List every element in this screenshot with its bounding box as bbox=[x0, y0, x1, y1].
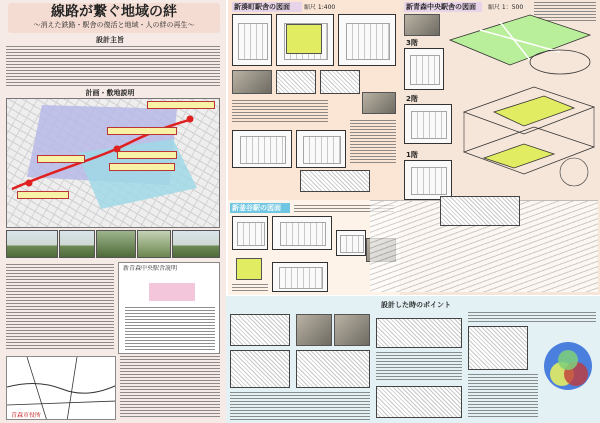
site-photo-4 bbox=[137, 230, 171, 258]
floor-3-label: 3階 bbox=[406, 39, 418, 47]
site-photo-1 bbox=[6, 230, 58, 258]
page-subtitle: ～消えた鉄路・駅舎の復活と地域・人の絆の再生～ bbox=[33, 21, 195, 29]
aomori-roof-perspective bbox=[440, 10, 598, 80]
shin-kamaya-plan-2 bbox=[272, 216, 332, 250]
shinminato-section-1 bbox=[232, 130, 292, 168]
aomori-floor-2-plan bbox=[404, 104, 452, 144]
point-illustration-4 bbox=[376, 386, 462, 418]
section-heading-shin-aomori: 新青森中央駅舎の図面 bbox=[404, 2, 482, 12]
aomori-scale-label: 縮尺 1：500 bbox=[488, 4, 524, 11]
station-marker bbox=[26, 180, 33, 187]
intro-text-block bbox=[6, 46, 220, 88]
point-illustration-5 bbox=[468, 326, 528, 370]
section-heading-shin-kamaya: 新釜谷駅の図面 bbox=[230, 203, 290, 213]
site-description-text bbox=[6, 264, 114, 350]
shinminato-elevation-1 bbox=[276, 70, 316, 94]
shin-kamaya-section bbox=[272, 262, 328, 292]
section-heading-shinminato: 新湊町駅舎の図面 bbox=[232, 2, 302, 12]
point-text-2 bbox=[376, 352, 462, 382]
train-illustration bbox=[376, 318, 462, 348]
shin-kamaya-notes bbox=[232, 284, 268, 292]
aomori-floor-1-plan bbox=[404, 160, 452, 200]
point-photo-2 bbox=[334, 314, 370, 346]
shinminato-elevation-2 bbox=[320, 70, 360, 94]
section-heading-site: 計画・敷地説明 bbox=[85, 89, 135, 97]
point-illustration-1 bbox=[230, 314, 290, 346]
shinminato-floor-plan-1 bbox=[232, 14, 272, 66]
point-text-1 bbox=[230, 392, 370, 420]
timeline-caption: 新青森中央駅舎説明 bbox=[123, 265, 178, 272]
site-photo-5 bbox=[172, 230, 220, 258]
shinminato-notes-text bbox=[232, 100, 328, 124]
station-marker bbox=[187, 116, 194, 123]
shinminato-yellow-plan bbox=[286, 24, 322, 54]
title-banner bbox=[8, 3, 220, 33]
venn-diagram bbox=[540, 326, 596, 406]
shinminato-perspective bbox=[300, 170, 370, 192]
shinminato-scale-label: 縮尺 1:400 bbox=[304, 4, 336, 11]
point-photo-1 bbox=[296, 314, 332, 346]
aomori-photo-1 bbox=[404, 14, 440, 36]
shinminato-section-2 bbox=[296, 130, 346, 168]
left-footer-text bbox=[120, 356, 220, 418]
section-heading-points: 設計した時のポイント bbox=[381, 301, 451, 309]
shinminato-photo-1 bbox=[232, 70, 272, 94]
shin-kamaya-plan-1 bbox=[232, 216, 268, 250]
shinminato-side-text bbox=[350, 120, 396, 164]
floor-2-label: 2階 bbox=[406, 95, 418, 103]
site-map bbox=[6, 98, 220, 228]
site-photo-3 bbox=[96, 230, 136, 258]
section-heading-background: 設計主旨 bbox=[96, 36, 124, 44]
point-illustration-2 bbox=[230, 350, 290, 388]
aomori-axonometric bbox=[454, 72, 598, 192]
map-caption: 青森市役所 bbox=[11, 412, 42, 419]
shinminato-photo-2 bbox=[362, 92, 396, 114]
site-photo-2 bbox=[59, 230, 95, 258]
point-illustration-3 bbox=[296, 350, 370, 388]
shinminato-site-plan bbox=[338, 14, 396, 66]
floor-1-label: 1階 bbox=[406, 151, 418, 159]
platform-building bbox=[440, 196, 520, 226]
shin-kamaya-plan-3 bbox=[336, 230, 366, 256]
area-map bbox=[6, 356, 116, 420]
aomori-floor-3-plan bbox=[404, 48, 444, 90]
point-text-3 bbox=[468, 312, 596, 322]
page-title: 線路が繋ぐ地域の絆 bbox=[51, 4, 177, 20]
shin-kamaya-yellow-plan bbox=[236, 258, 262, 280]
timeline-sketch bbox=[118, 262, 220, 354]
point-text-4 bbox=[468, 374, 538, 418]
